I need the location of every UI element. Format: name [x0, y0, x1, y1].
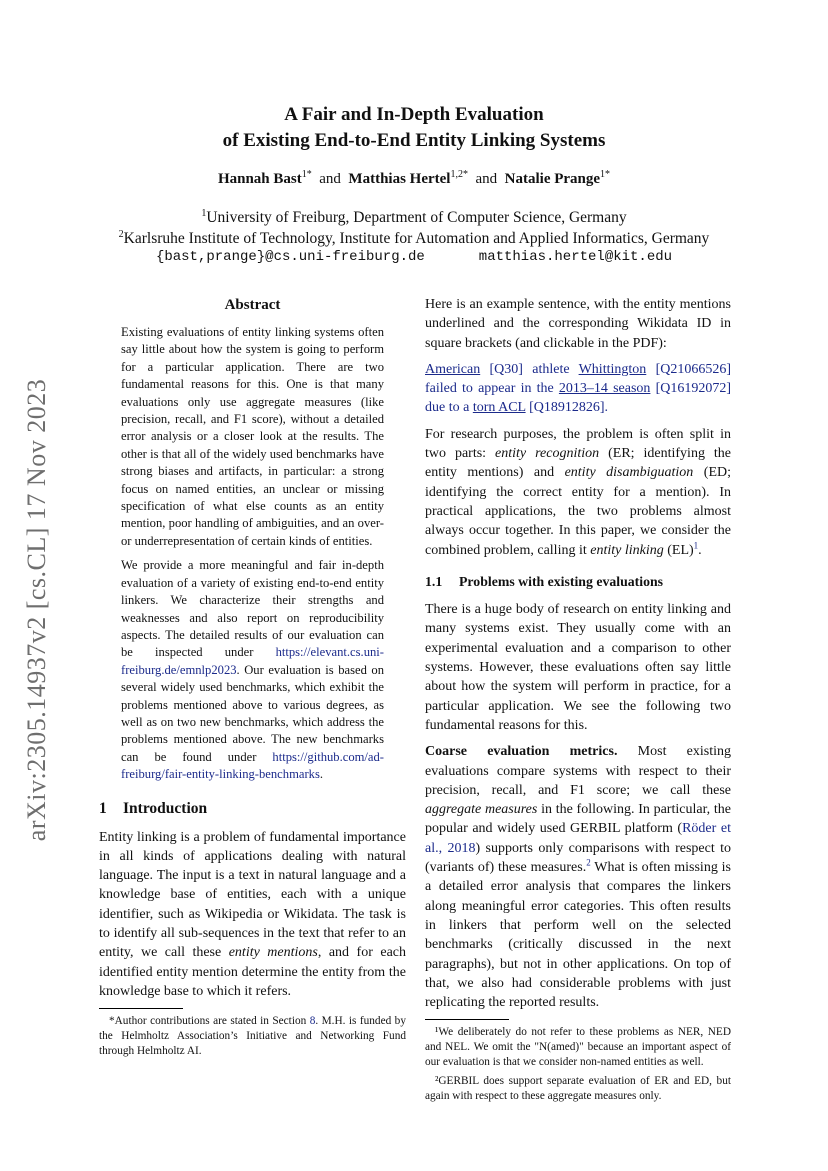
footnote-text-part: *Author contributions are stated in Section: [109, 1015, 307, 1028]
footnote-marker[interactable]: 1: [693, 539, 699, 550]
abstract-paragraph-2: [121, 557, 384, 783]
body-text: Entity linking is a problem of fundamental importance in all kinds of applications dealing with natural language. The input is a text in natural language and a knowledge base of entities, each with a unique identifier, such as Wikipedia or Wikidata. The task is to identify all sub-sequences in the text that refer to an entity, we call these: [99, 829, 406, 961]
body-text: .: [698, 542, 702, 558]
email-2: matthias.hertel@kit.edu: [478, 249, 673, 265]
author-3: Natalie Prange: [504, 171, 601, 187]
body-text: For research purposes, the problem is often split in two parts:: [425, 426, 731, 462]
footnote-1: ¹We deliberately do not refer to these problems as NER, NED and NEL. We omit the "N(amed)" because an important aspect of our evaluation is that we consider non-named entities as well.: [425, 1026, 731, 1068]
abstract-paragraph-1: Existing evaluations of entity linking systems often say little about how the system is going to perform for a particular application. There are two fundamental reasons for this. One is that many evaluations only use aggregate measures (like precision, recall, and F1 score), without a detailed error analysis or a closer look at the results. The other is that all of the widely used benchmarks have strong biases and artifacts, in particular: a strong focus on named entities, an unclear or missing specification of what else counts as an entity mention, poor handling of ambiguities, and an over- or underrepresentation of certain kinds of entities.: [121, 325, 384, 548]
footnote-rule: [425, 1019, 509, 1020]
problems-paragraph: There is a huge body of research on entity linking and many systems exist. They usually come with an experimental evaluation and a comparison to other systems. However, these evaluations often say little about how the system will perform in practice, for a particular application. We see the following two fundamental reasons for this.: [425, 602, 731, 733]
affiliations: [0, 207, 828, 249]
subsection-number: 1.1: [425, 573, 443, 589]
left-column: [99, 295, 406, 1063]
mention-link[interactable]: Whittington: [578, 361, 647, 377]
body-text: Most existing evaluations compare systems with respect to their precision, recall, and F1 score; we call these: [425, 744, 731, 798]
abstract-text: .: [319, 767, 324, 782]
section-number: 1: [99, 799, 107, 817]
emphasis: entity mentions: [228, 945, 318, 961]
author-3-sup: 1*: [600, 169, 611, 180]
body-text: in the following. In particular, the popular and widely used GERBIL platform (: [425, 802, 732, 837]
paragraph-run-in-heading: Coarse evaluation metrics.: [425, 744, 618, 760]
subsection-title: Problems with existing evaluations: [459, 573, 664, 589]
footnote-marker[interactable]: 2: [586, 857, 591, 868]
example-text: failed to appear in the: [425, 381, 554, 397]
emphasis: aggregate measures: [425, 802, 538, 818]
body-text: (ED; identifying the correct entity for a mention). In practical applications, the two problems almost always occur together. In this paper, we consider the combined problem, calling it: [425, 465, 732, 558]
arxiv-stamp-text: arXiv:2305.14937v2 [cs.CL] 17 Nov 2023: [22, 378, 51, 842]
emphasis: entity linking: [590, 542, 664, 558]
wikidata-id-link[interactable]: [Q18912826]: [529, 400, 605, 416]
emphasis: entity disambiguation: [564, 465, 694, 481]
mention-link[interactable]: torn ACL: [472, 400, 526, 416]
affiliation-2-text: Karlsruhe Institute of Technology, Institute for Automation and Applied Informatics, Germany: [123, 230, 710, 247]
author-1: Hannah Bast: [217, 171, 302, 187]
intro-body: [99, 828, 406, 1002]
author-emails: [0, 249, 828, 265]
body-text: (EL): [667, 542, 694, 558]
section-title: Introduction: [123, 799, 208, 817]
footnote-text-part: . M.H. is funded by the Helmholtz Association’s Initiative and Networking Fund through Helmholtz AI.: [99, 1015, 406, 1057]
task-split-paragraph: [425, 425, 731, 560]
wikidata-id-link[interactable]: [Q30]: [489, 361, 523, 377]
email-1: {bast,prange}@cs.uni-freiburg.de: [155, 249, 425, 265]
intro-paragraph-1: [99, 828, 406, 1002]
and-2: and: [475, 171, 498, 187]
right-body: [425, 295, 731, 1012]
right-column: [425, 295, 731, 1107]
and-1: and: [319, 171, 341, 187]
wikidata-id-link[interactable]: [Q16192072]: [655, 381, 732, 397]
author-2-sup: 1,2*: [450, 169, 468, 180]
body-text: ) supports only comparisons with respect to (variants of) these measures.: [425, 840, 732, 876]
affiliation-2-sup: 2: [118, 228, 124, 240]
abstract-heading: Abstract: [224, 297, 281, 313]
example-text: athlete: [532, 361, 570, 377]
example-intro-paragraph: Here is an example sentence, with the entity mentions underlined and the corresponding Wikidata ID in square brackets (and clickable in the PDF):: [425, 297, 731, 351]
affiliation-2: [0, 228, 828, 249]
footnote-author-contributions: [99, 1014, 406, 1058]
abstract-text: . Our evaluation is based on several widely used benchmarks, which exhibit the problems mentioned above to various degrees, as well as on two new benchmarks, which address the problems mentioned above. The new benchmarks can be found under: [121, 662, 384, 764]
abstract-body: [99, 324, 406, 784]
section-ref-link[interactable]: 8: [309, 1015, 316, 1028]
subsection-heading-problems: [425, 572, 731, 591]
citation-link[interactable]: Röder et al., 2018: [425, 821, 731, 856]
mention-link[interactable]: American: [425, 361, 481, 377]
body-text: What is often missing is a detailed error analysis that compares the linkers along meaningful error categories. This often results in linkers that perform well on the selected benchmarks (critically discussed in the next paragraphs), but not in other applications. On top of that, we also had considerable problems with just replicating the reported results.: [425, 860, 731, 1011]
benchmarks-link[interactable]: https://github.com/ad-freiburg/fair-entity-linking-benchmarks: [121, 749, 384, 782]
author-list: [0, 171, 828, 188]
title-line-1: A Fair and In-Depth Evaluation: [284, 104, 544, 125]
body-text: (ER; identifying the entity mentions) and: [425, 446, 732, 481]
example-text: due to a: [425, 400, 470, 416]
abstract-text: We provide a more meaningful and fair in-depth evaluation of a variety of existing end-to-end entity linkers. We characterize their strengths and weaknesses and also report on reproducibility aspects. The detailed results of our evaluation can be inspected under: [121, 558, 384, 660]
section-heading-introduction: [99, 800, 406, 818]
affiliation-1-sup: 1: [201, 207, 207, 219]
affiliation-1-text: University of Freiburg, Department of Computer Science, Germany: [206, 209, 627, 226]
paper-title: [0, 102, 828, 154]
wikidata-id-link[interactable]: [Q21066526]: [655, 361, 731, 377]
footnote-2: ²GERBIL does support separate evaluation of ER and ED, but again with respect to these aggregate measures only.: [425, 1074, 731, 1102]
body-text: , and for each identified entity mention determine the entity from the knowledge base to which it refers.: [99, 945, 406, 999]
footnote-rule: [99, 1008, 183, 1009]
example-sentence: [425, 360, 731, 418]
author-2: Matthias Hertel: [348, 171, 451, 187]
footnote-text: [99, 1014, 406, 1058]
emphasis: entity recognition: [495, 446, 600, 462]
results-link[interactable]: https://elevant.cs.uni-freiburg.de/emnlp2023: [121, 645, 384, 677]
title-line-2: of Existing End-to-End Entity Linking Systems: [222, 130, 606, 151]
example-text: .: [604, 400, 609, 416]
affiliation-1: [0, 207, 828, 228]
author-1-sup: 1*: [301, 169, 312, 180]
footnotes-right: [425, 1025, 731, 1103]
mention-link[interactable]: 2013–14 season: [558, 381, 651, 397]
coarse-metrics-paragraph: [425, 742, 731, 1012]
arxiv-stamp: [22, 360, 52, 860]
